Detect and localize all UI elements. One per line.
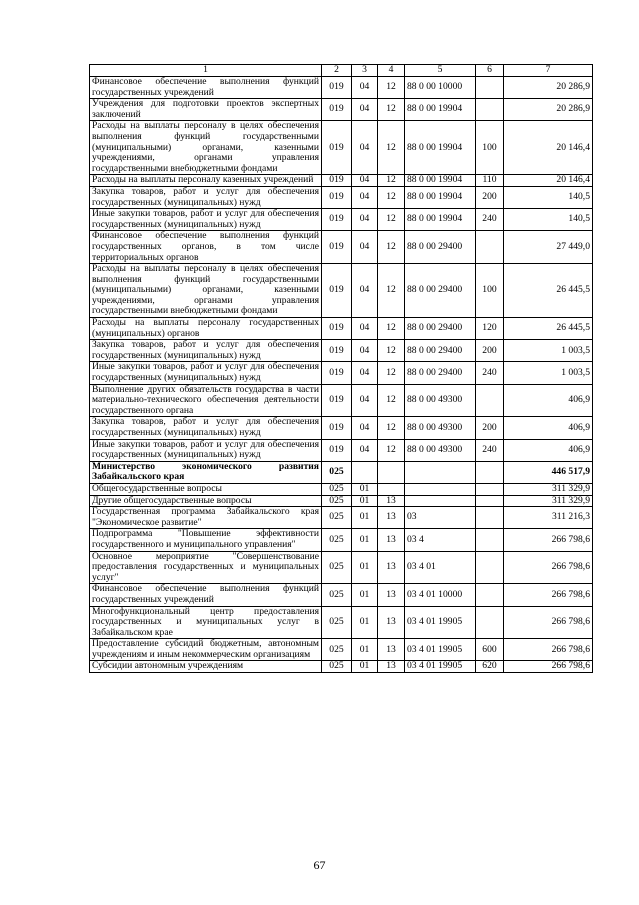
item-name-cell: Закупка товаров, работ и услуг для обеспечения государственных (муниципальных) нужд [90,186,322,208]
target-article-code-cell [405,461,476,483]
section-code-cell: 01 [352,661,378,673]
expense-type-code-cell [476,584,504,606]
admin-code-cell: 025 [322,661,352,673]
section-code-cell [352,461,378,483]
item-name-cell: Расходы на выплаты персоналу в целях обеспечения выполнения функций государственными (муниципальными) органами, казенными учреждениями, органами управления государственными внебюджетными фондами [90,121,322,175]
item-name-cell: Министерство экономического развития Забайкальского края [90,461,322,483]
table-header-row [90,65,593,77]
subsection-code-cell: 12 [378,231,405,264]
expense-type-code-cell: 240 [476,362,504,384]
table-row [90,495,593,507]
amount-cell: 20 286,9 [504,77,593,99]
target-article-code-cell: 03 [405,507,476,529]
target-article-code-cell: 03 4 01 19905 [405,639,476,661]
expense-type-code-cell [476,551,504,584]
target-article-code-cell: 88 0 00 29400 [405,318,476,340]
target-article-code-cell: 88 0 00 10000 [405,77,476,99]
amount-cell: 27 449,0 [504,231,593,264]
section-code-cell: 04 [352,340,378,362]
target-article-code-cell: 88 0 00 19904 [405,209,476,231]
item-name-cell: Финансовое обеспечение выполнения функций государственных органов, в том числе территориальных органов [90,231,322,264]
item-name-cell: Финансовое обеспечение выполнения функций государственных учреждений [90,584,322,606]
subsection-code-cell: 12 [378,121,405,175]
section-code-cell: 01 [352,606,378,639]
section-code-cell: 04 [352,362,378,384]
target-article-code-cell: 88 0 00 29400 [405,264,476,318]
target-article-code-cell: 88 0 00 49300 [405,439,476,461]
item-name-cell: Расходы на выплаты персоналу казенных учреждений [90,175,322,187]
subsection-code-cell: 13 [378,495,405,507]
column-header: 7 [504,65,593,77]
table-row [90,639,593,661]
budget-table [89,64,593,673]
item-name-cell: Финансовое обеспечение выполнения функций государственных учреждений [90,77,322,99]
target-article-code-cell: 03 4 01 10000 [405,584,476,606]
item-name-cell: Многофункциональный центр предоставления государственных и муниципальных услуг в Забайкальском крае [90,606,322,639]
section-code-cell: 04 [352,231,378,264]
subsection-code-cell: 13 [378,584,405,606]
admin-code-cell: 025 [322,495,352,507]
section-code-cell: 01 [352,483,378,495]
amount-cell: 311 329,9 [504,483,593,495]
section-code-cell: 04 [352,121,378,175]
admin-code-cell: 019 [322,121,352,175]
admin-code-cell: 025 [322,529,352,551]
target-article-code-cell: 03 4 01 [405,551,476,584]
amount-cell: 20 146,4 [504,121,593,175]
column-header: 4 [378,65,405,77]
subsection-code-cell: 12 [378,99,405,121]
target-article-code-cell: 88 0 00 49300 [405,384,476,417]
target-article-code-cell: 88 0 00 19904 [405,186,476,208]
amount-cell: 1 003,5 [504,340,593,362]
admin-code-cell: 025 [322,551,352,584]
expense-type-code-cell: 100 [476,121,504,175]
amount-cell: 406,9 [504,417,593,439]
table-row [90,417,593,439]
amount-cell: 20 146,4 [504,175,593,187]
target-article-code-cell: 88 0 00 19904 [405,99,476,121]
admin-code-cell: 025 [322,461,352,483]
admin-code-cell: 019 [322,231,352,264]
amount-cell: 311 216,3 [504,507,593,529]
item-name-cell: Иные закупки товаров, работ и услуг для обеспечения государственных (муниципальных) нужд [90,439,322,461]
expense-type-code-cell [476,606,504,639]
admin-code-cell: 025 [322,507,352,529]
subsection-code-cell: 13 [378,639,405,661]
target-article-code-cell: 88 0 00 19904 [405,121,476,175]
admin-code-cell: 019 [322,318,352,340]
target-article-code-cell [405,483,476,495]
column-header: 5 [405,65,476,77]
item-name-cell: Субсидии автономным учреждениям [90,661,322,673]
expense-type-code-cell [476,99,504,121]
table-row [90,439,593,461]
section-code-cell: 04 [352,175,378,187]
subsection-code-cell: 12 [378,175,405,187]
target-article-code-cell: 88 0 00 29400 [405,231,476,264]
amount-cell: 266 798,6 [504,661,593,673]
subsection-code-cell: 12 [378,264,405,318]
table-row [90,77,593,99]
expense-type-code-cell: 110 [476,175,504,187]
expense-type-code-cell [476,231,504,264]
table-row [90,99,593,121]
table-row [90,175,593,187]
admin-code-cell: 019 [322,186,352,208]
section-code-cell: 04 [352,99,378,121]
subsection-code-cell: 12 [378,186,405,208]
subsection-code-cell [378,483,405,495]
expense-type-code-cell [476,483,504,495]
item-name-cell: Расходы на выплаты персоналу государственных (муниципальных) органов [90,318,322,340]
section-code-cell: 01 [352,529,378,551]
amount-cell: 140,5 [504,209,593,231]
amount-cell: 406,9 [504,384,593,417]
amount-cell: 266 798,6 [504,551,593,584]
table-row [90,461,593,483]
column-header: 3 [352,65,378,77]
admin-code-cell: 019 [322,99,352,121]
admin-code-cell: 019 [322,209,352,231]
expense-type-code-cell [476,507,504,529]
admin-code-cell: 019 [322,264,352,318]
table-row [90,584,593,606]
item-name-cell: Закупка товаров, работ и услуг для обеспечения государственных (муниципальных) нужд [90,340,322,362]
target-article-code-cell [405,495,476,507]
section-code-cell: 04 [352,417,378,439]
expense-type-code-cell: 240 [476,209,504,231]
table-row [90,661,593,673]
admin-code-cell: 025 [322,606,352,639]
amount-cell: 406,9 [504,439,593,461]
amount-cell: 311 329,9 [504,495,593,507]
item-name-cell: Иные закупки товаров, работ и услуг для обеспечения государственных (муниципальных) нужд [90,209,322,231]
subsection-code-cell [378,461,405,483]
table-row [90,231,593,264]
expense-type-code-cell: 240 [476,439,504,461]
table-row [90,264,593,318]
table-row [90,551,593,584]
subsection-code-cell: 12 [378,417,405,439]
expense-type-code-cell: 200 [476,340,504,362]
table-row [90,606,593,639]
section-code-cell: 04 [352,384,378,417]
table-row [90,507,593,529]
column-header: 2 [322,65,352,77]
item-name-cell: Выполнение других обязательств государства в части материально-технического обеспечения деятельности государственного органа [90,384,322,417]
expense-type-code-cell: 200 [476,417,504,439]
table-row [90,121,593,175]
expense-type-code-cell [476,529,504,551]
amount-cell: 446 517,9 [504,461,593,483]
subsection-code-cell: 13 [378,661,405,673]
admin-code-cell: 019 [322,384,352,417]
target-article-code-cell: 88 0 00 29400 [405,362,476,384]
subsection-code-cell: 12 [378,384,405,417]
subsection-code-cell: 12 [378,318,405,340]
section-code-cell: 01 [352,551,378,584]
target-article-code-cell: 03 4 01 19905 [405,606,476,639]
table-row [90,318,593,340]
item-name-cell: Общегосударственные вопросы [90,483,322,495]
section-code-cell: 01 [352,639,378,661]
column-header: 6 [476,65,504,77]
amount-cell: 26 445,5 [504,318,593,340]
admin-code-cell: 025 [322,584,352,606]
subsection-code-cell: 12 [378,439,405,461]
admin-code-cell: 019 [322,439,352,461]
admin-code-cell: 019 [322,417,352,439]
subsection-code-cell: 13 [378,529,405,551]
expense-type-code-cell: 600 [476,639,504,661]
section-code-cell: 04 [352,264,378,318]
column-header: 1 [90,65,322,77]
subsection-code-cell: 12 [378,209,405,231]
section-code-cell: 04 [352,439,378,461]
amount-cell: 266 798,6 [504,584,593,606]
target-article-code-cell: 03 4 01 19905 [405,661,476,673]
admin-code-cell: 019 [322,175,352,187]
admin-code-cell: 025 [322,483,352,495]
item-name-cell: Другие общегосударственные вопросы [90,495,322,507]
amount-cell: 140,5 [504,186,593,208]
amount-cell: 266 798,6 [504,529,593,551]
admin-code-cell: 019 [322,362,352,384]
expense-type-code-cell [476,384,504,417]
subsection-code-cell: 13 [378,507,405,529]
amount-cell: 266 798,6 [504,639,593,661]
item-name-cell: Государственная программа Забайкальского края "Экономическое развитие" [90,507,322,529]
expense-type-code-cell [476,461,504,483]
admin-code-cell: 019 [322,77,352,99]
subsection-code-cell: 12 [378,362,405,384]
item-name-cell: Иные закупки товаров, работ и услуг для обеспечения государственных (муниципальных) нужд [90,362,322,384]
section-code-cell: 04 [352,318,378,340]
expense-type-code-cell: 620 [476,661,504,673]
item-name-cell: Основное мероприятие "Совершенствование предоставления государственных и муниципальных услуг" [90,551,322,584]
page-number: 67 [313,858,326,872]
table-row [90,384,593,417]
admin-code-cell: 019 [322,340,352,362]
item-name-cell: Предоставление субсидий бюджетным, автономным учреждениям и иным некоммерческим организациям [90,639,322,661]
amount-cell: 20 286,9 [504,99,593,121]
table-row [90,340,593,362]
table-row [90,186,593,208]
amount-cell: 1 003,5 [504,362,593,384]
table-row [90,362,593,384]
section-code-cell: 04 [352,77,378,99]
item-name-cell: Учреждения для подготовки проектов экспертных заключений [90,99,322,121]
target-article-code-cell: 88 0 00 49300 [405,417,476,439]
target-article-code-cell: 03 4 [405,529,476,551]
expense-type-code-cell [476,77,504,99]
target-article-code-cell: 88 0 00 19904 [405,175,476,187]
subsection-code-cell: 13 [378,606,405,639]
expense-type-code-cell: 100 [476,264,504,318]
subsection-code-cell: 12 [378,77,405,99]
subsection-code-cell: 13 [378,551,405,584]
amount-cell: 266 798,6 [504,606,593,639]
expense-type-code-cell: 120 [476,318,504,340]
section-code-cell: 01 [352,584,378,606]
section-code-cell: 01 [352,507,378,529]
table-row [90,483,593,495]
target-article-code-cell: 88 0 00 29400 [405,340,476,362]
table-row [90,529,593,551]
item-name-cell: Закупка товаров, работ и услуг для обеспечения государственных (муниципальных) нужд [90,417,322,439]
item-name-cell: Расходы на выплаты персоналу в целях обеспечения выполнения функций государственными (муниципальными) органами, казенными учреждениями, органами управления государственными внебюджетными фондами [90,264,322,318]
section-code-cell: 04 [352,186,378,208]
admin-code-cell: 025 [322,639,352,661]
expense-type-code-cell [476,495,504,507]
expense-type-code-cell: 200 [476,186,504,208]
table-row [90,209,593,231]
section-code-cell: 01 [352,495,378,507]
section-code-cell: 04 [352,209,378,231]
amount-cell: 26 445,5 [504,264,593,318]
item-name-cell: Подпрограмма "Повышение эффективности государственного и муниципального управления" [90,529,322,551]
subsection-code-cell: 12 [378,340,405,362]
